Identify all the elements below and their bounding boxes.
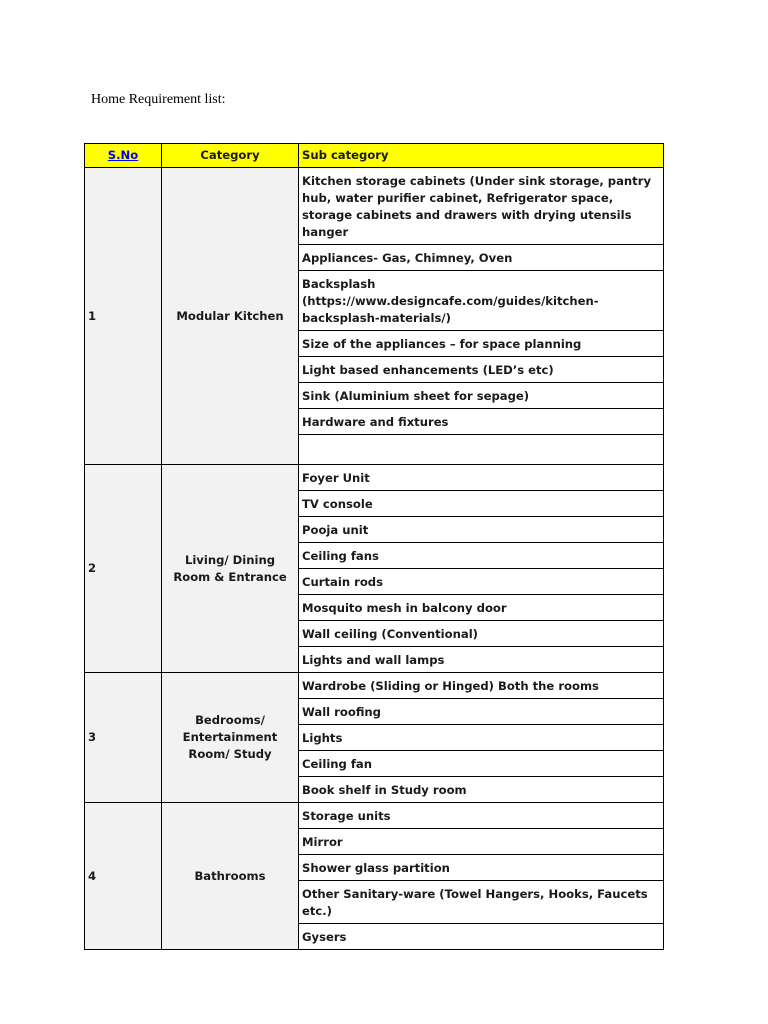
sub-category-cell: Kitchen storage cabinets (Under sink storage, pantry hub, water purifier cabinet, Refrigerator space, storage cabinets and drawers with drying utensils hanger [299, 168, 664, 245]
sub-category-cell: TV console [299, 491, 664, 517]
sub-category-cell: Lights [299, 725, 664, 751]
sub-category-cell: Ceiling fans [299, 543, 664, 569]
table-row [85, 803, 664, 829]
sub-category-cell: Light based enhancements (LED’s etc) [299, 357, 664, 383]
sub-category-cell: Wall roofing [299, 699, 664, 725]
sub-category-cell [299, 271, 664, 331]
sno-header-link[interactable]: S.No [107, 148, 139, 162]
sub-category-cell: Ceiling fan [299, 751, 664, 777]
document-title: Home Requirement list: [91, 92, 226, 107]
row-sno: 3 [85, 673, 162, 803]
table-row [85, 168, 664, 245]
sub-category-cell: Size of the appliances – for space planning [299, 331, 664, 357]
row-category: Bedrooms/ Entertainment Room/ Study [162, 673, 299, 803]
row-sno: 4 [85, 803, 162, 950]
sub-category-cell: Foyer Unit [299, 465, 664, 491]
row-category: Living/ Dining Room & Entrance [162, 465, 299, 673]
row-category: Bathrooms [162, 803, 299, 950]
row-category: Modular Kitchen [162, 168, 299, 465]
sub-category-cell: Gysers [299, 924, 664, 950]
sub-category-cell: Pooja unit [299, 517, 664, 543]
sub-category-cell: Hardware and fixtures [299, 409, 664, 435]
backsplash-text-with-link[interactable]: Backsplash (https://www.designcafe.com/guides/kitchen-backsplash-materials/) [302, 276, 599, 325]
table-header-row [85, 144, 664, 168]
row-sno: 2 [85, 465, 162, 673]
sub-category-cell: Wall ceiling (Conventional) [299, 621, 664, 647]
sub-category-cell: Book shelf in Study room [299, 777, 664, 803]
table-row [85, 673, 664, 699]
sub-category-cell: Shower glass partition [299, 855, 664, 881]
sub-category-cell: Sink (Aluminium sheet for sepage) [299, 383, 664, 409]
row-sno: 1 [85, 168, 162, 465]
table-row [85, 465, 664, 491]
header-sub-category: Sub category [299, 144, 664, 168]
sub-category-cell: Mirror [299, 829, 664, 855]
sub-category-cell: Curtain rods [299, 569, 664, 595]
sub-category-cell: Other Sanitary-ware (Towel Hangers, Hooks, Faucets etc.) [299, 881, 664, 924]
sub-category-cell: Lights and wall lamps [299, 647, 664, 673]
sub-category-cell: Wardrobe (Sliding or Hinged) Both the rooms [299, 673, 664, 699]
sub-category-cell-empty [299, 435, 664, 465]
requirements-table [84, 143, 664, 950]
header-sno [85, 144, 162, 168]
sub-category-cell: Appliances- Gas, Chimney, Oven [299, 245, 664, 271]
header-category: Category [162, 144, 299, 168]
sub-category-cell: Storage units [299, 803, 664, 829]
sub-category-cell: Mosquito mesh in balcony door [299, 595, 664, 621]
